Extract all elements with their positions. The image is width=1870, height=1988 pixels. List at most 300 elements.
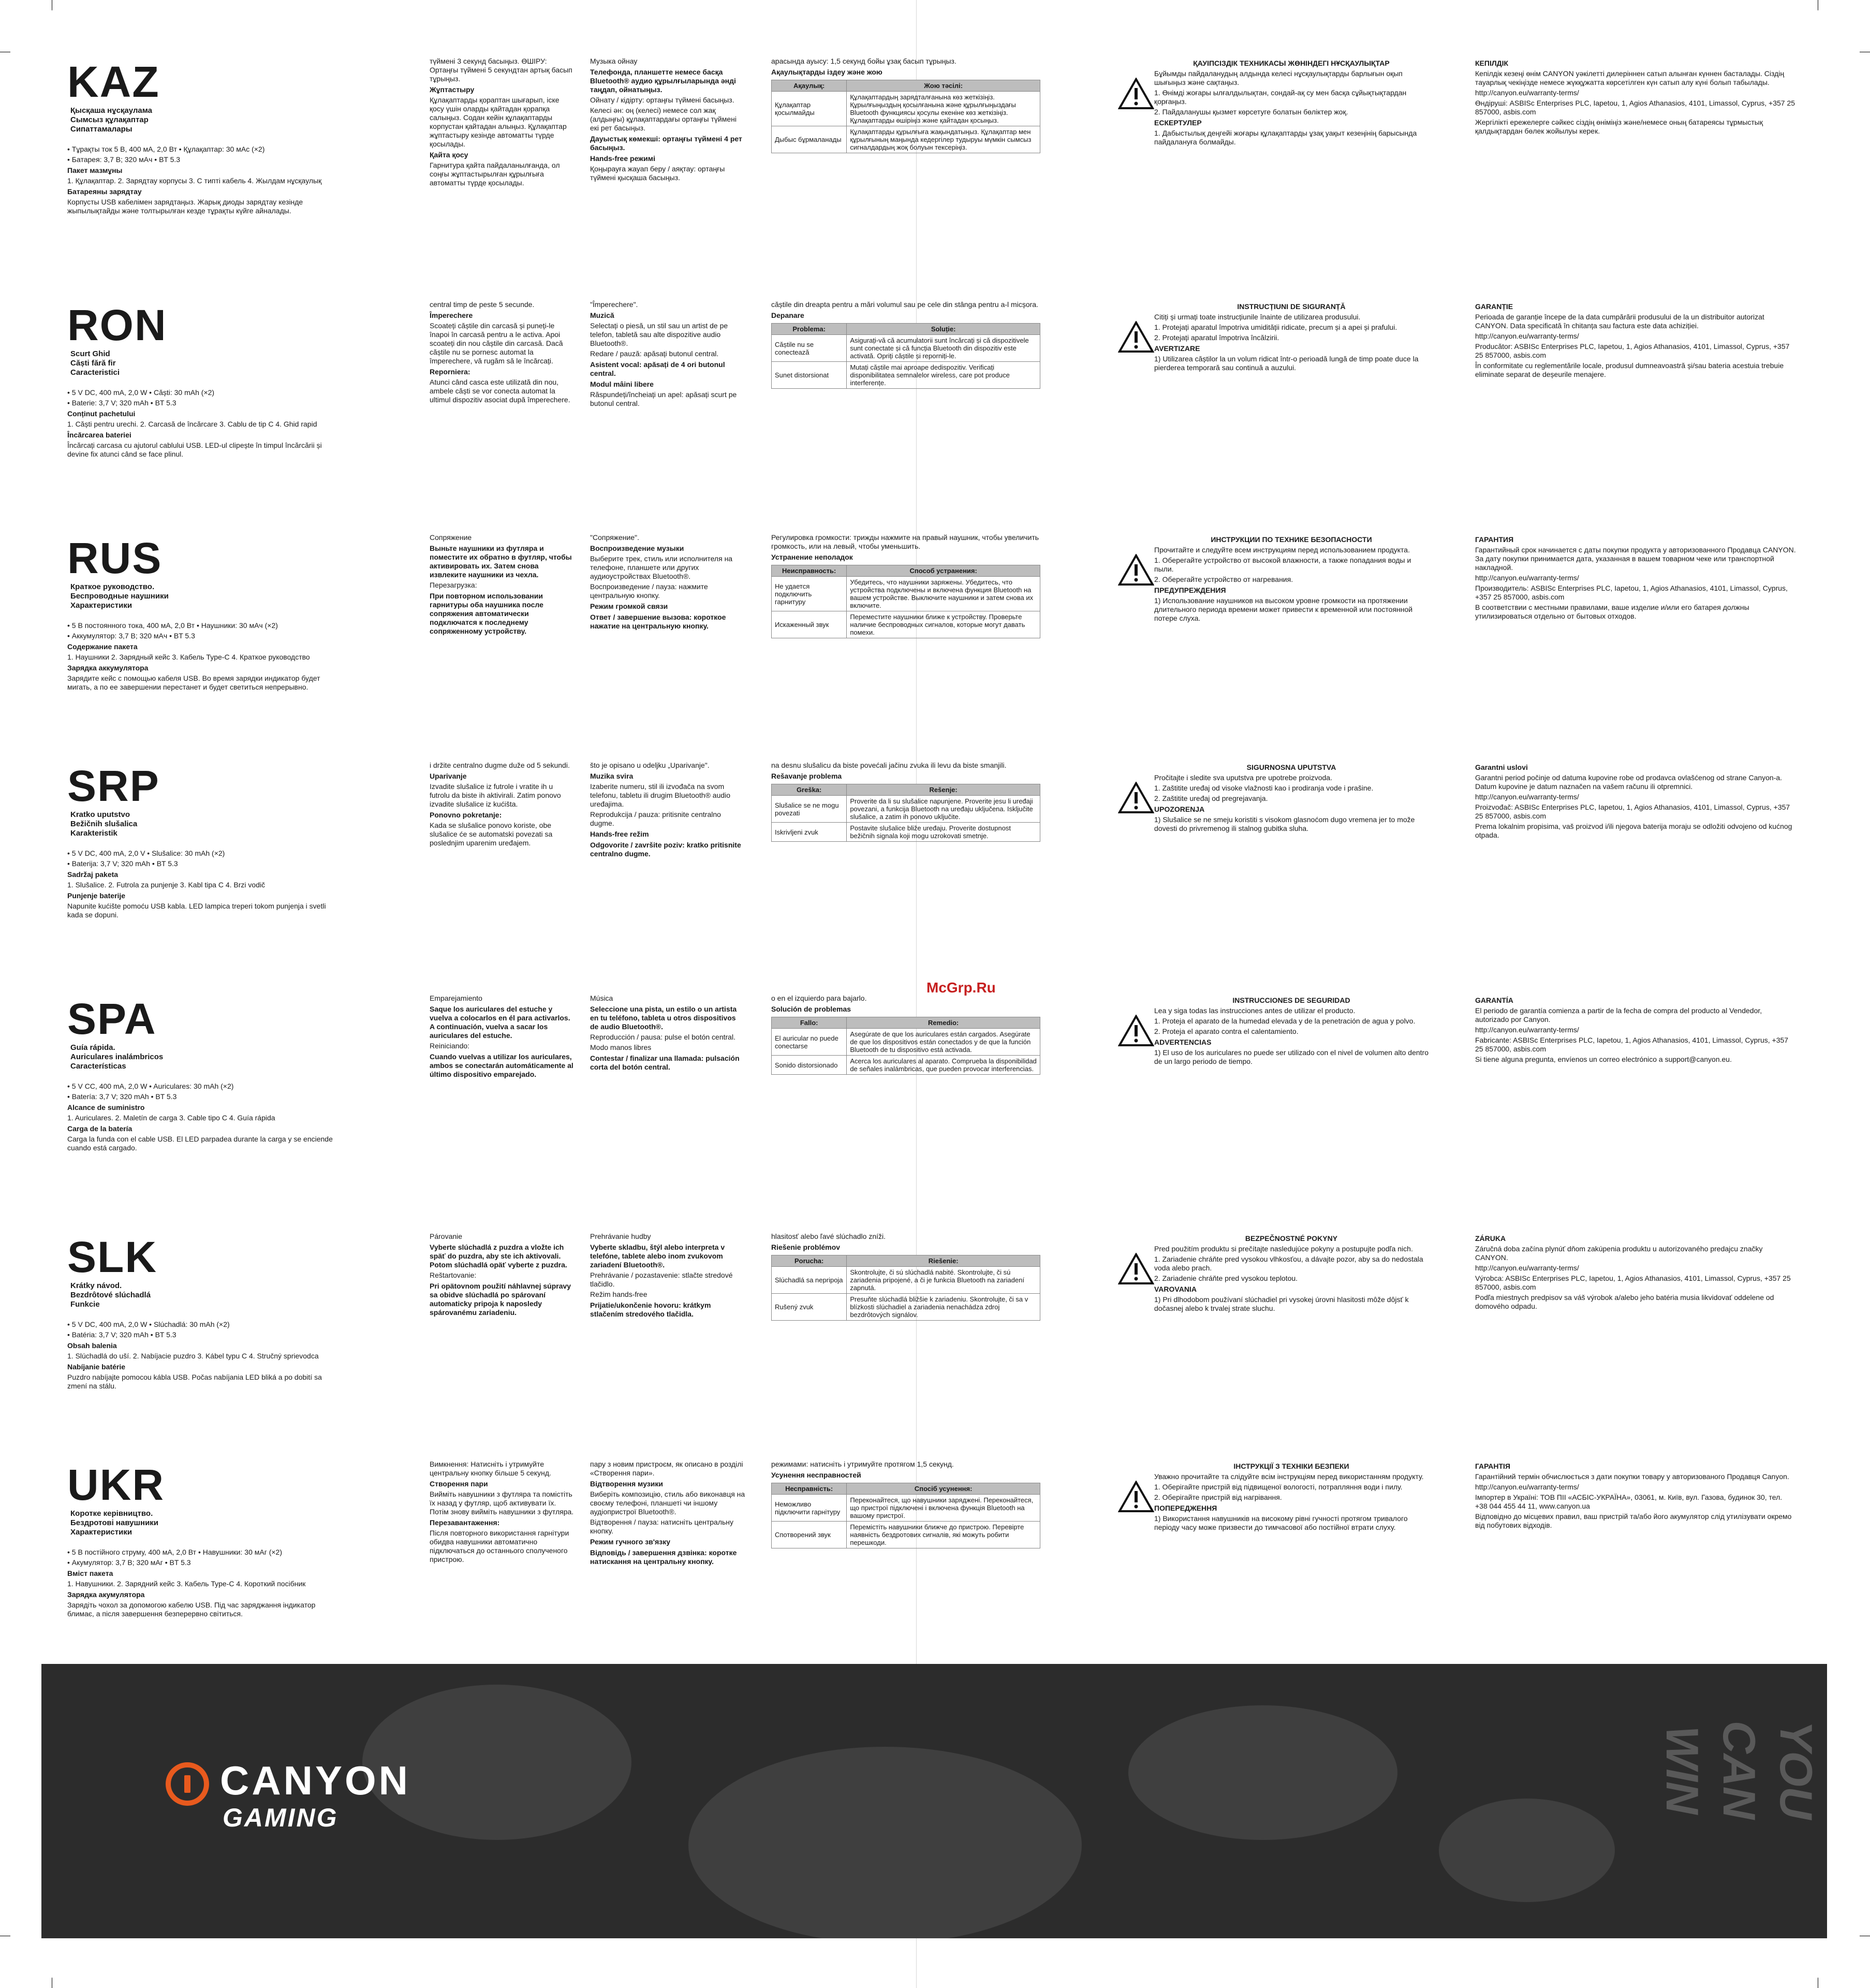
text-line: Citiți și urmați toate instrucțiunile înainte de utilizarea produsului. [1154, 313, 1361, 321]
band-subtitle [70, 1043, 215, 1071]
text-line: 1. Slúchadlá do uší. 2. Nabíjacie puzdro 3. Kábel typu C 4. Stručný sprievodca [67, 1352, 319, 1360]
text-line: Výrobca: ASBISc Enterprises PLC, Iapetou, 1, Agios Athanasios, 4101, Limassol, Cyprus, +357 25 857000, asbis.com [1475, 1274, 1791, 1291]
text-line: Rešavanje problema [771, 772, 842, 780]
text-line: Hands-free режимі [590, 154, 655, 163]
text-line: Выберите трек, стиль или исполнителя на телефоне, планшете или других аудиоустройствах Bluetooth®. [590, 554, 733, 580]
text-column-4 [771, 761, 1040, 989]
text-line: Saque los auriculares del estuche y vuelva a colocarlos en él para activarlos. A continuación, vuelva a sacar los auriculares del estuche. [430, 1005, 570, 1040]
text-line: 2. Zaštitite uređaj od pregrejavanja. [1154, 794, 1268, 802]
table-cell-problem: Sunet distorsionat [772, 362, 847, 389]
text-line: GARANTÍA [1475, 996, 1513, 1004]
table-row [772, 611, 1040, 638]
table-cell-problem: Неможливо підключити гарнітуру [772, 1495, 847, 1522]
text-column-2 [430, 761, 575, 989]
text-line: Уважно прочитайте та слідуйте всім інструкціям перед використанням продукту. [1154, 1472, 1424, 1481]
text-line: Záručná doba začína plynúť dňom zakúpenia produktu u autorizovaného predajcu značky CANYON. [1475, 1245, 1763, 1262]
table-cell-problem: Не удается подключить гарнитуру [772, 577, 847, 611]
text-line: Prehrávanie / pozastavenie: stlačte stredové tlačidlo. [590, 1271, 733, 1288]
table-header-problem: Porucha: [772, 1255, 847, 1267]
text-line: Відтворення музики [590, 1480, 663, 1488]
text-line: Hands-free režim [590, 830, 649, 838]
text-line: Atunci când casca este utilizată din nou, ambele căști se vor conecta automat la ultimul dispozitiv asociat după împerechere. [430, 378, 570, 404]
language-band-spa [67, 994, 1801, 1222]
table-header-problem: Ақаулық: [772, 80, 847, 92]
text-column-2 [430, 533, 575, 761]
table-row [772, 335, 1040, 362]
table-cell-solution: Acerca los auriculares al aparato. Comprueba la disponibilidad de señales inalámbricas, que pueden provocar interferencias. [847, 1056, 1040, 1075]
text-line: • 5 V DC, 400 mA, 2,0 V • Slušalice: 30 mAh (×2) [67, 849, 225, 857]
text-column-4 [771, 300, 1040, 528]
text-line: Сопряжение [430, 533, 472, 542]
language-band-srp [67, 761, 1801, 989]
text-line: Телефонда, планшетте немесе басқа Bluetooth® аудио құрылғыларында әнді таңдап, ойнатыңыз. [590, 68, 736, 94]
text-line: 2. Proteja el aparato contra el calentamiento. [1154, 1027, 1299, 1035]
text-line: INSTRUCȚIUNI DE SIGURANȚĂ [1237, 302, 1346, 311]
subtitle-line: Беспроводные наушники [70, 592, 169, 601]
subtitle-line: Krátky návod. [70, 1281, 122, 1290]
text-line: Імпортер в Україні: ТОВ ПІІ «АСБІС-УКРАЇНА», 03061, м. Київ, вул. Газова, будинок 30, тел. +38 044 455 44 11, www.canyon.ua [1475, 1493, 1783, 1510]
text-line: Воспроизведение музыки [590, 544, 684, 552]
text-line: Құлақаптарды қораптан шығарып, іске қосу үшін оларды қайтадан қорапқа салыңыз. Содан кейін құлақаптарды корпустан қайтадан алыңыз. Құлақаптар жұптастыру кезінде автоматты түрде қосылады. [430, 96, 567, 148]
text-line: • Baterie: 3,7 V; 320 mAh • BT 5.3 [67, 399, 176, 407]
table-header [772, 1017, 1040, 1029]
text-column-4 [771, 1232, 1040, 1460]
warning-icon [1118, 1253, 1154, 1285]
text-line: Muzică [590, 311, 614, 319]
table-header-solution: Riešenie: [847, 1255, 1040, 1267]
text-line: Carga de la batería [67, 1124, 132, 1133]
table-header-solution: Спосіб усунення: [847, 1483, 1040, 1495]
text-line: Гарнитура қайта пайдаланылғанда, ол соңғы жұптастырылған құрылғыға автоматты түрде қосылады. [430, 161, 560, 187]
text-line: Ойнату / кідірту: ортаңғы түймені басыңыз. [590, 96, 734, 104]
table-row [772, 1029, 1040, 1056]
text-column-6 [1475, 57, 1796, 285]
subtitle-line: Краткое руководство. [70, 582, 155, 591]
subtitle-line: Бездротові навушники [70, 1518, 159, 1527]
text-line: Келесі ән: оң (келесі) немесе сол жақ (алдыңғы) құлақаптардағы ортаңғы түймені екі рет басыңыз. [590, 106, 737, 132]
table-cell-solution: Asigurați-vă că acumulatorii sunt încărcați și că dispozitivele sunt conectate și că funcția Bluetooth din dispozitiv este activată. Opriți căștile și reporniți-le. [847, 335, 1040, 362]
text-line: Відтворення / пауза: натисніть центральну кнопку. [590, 1518, 734, 1535]
table-cell-solution: Убедитесь, что наушники заряжены. Убедитесь, что устройства подключены и включена функция Bluetooth на вашем устройстве. Выключите наушники и затем снова их включите. [847, 577, 1040, 611]
text-column-1 [67, 849, 336, 989]
text-line: Încărcați carcasa cu ajutorul cablului USB. LED-ul clipește în timpul încărcării și devine fix atunci când se face plinul. [67, 441, 322, 458]
text-column-3 [590, 761, 745, 989]
text-column-1 [67, 1082, 336, 1222]
subtitle-line: Қысқаша нұсқаулама [70, 106, 153, 115]
text-line: ГАРАНТІЯ [1475, 1462, 1510, 1470]
text-line: • Аккумулятор: 3,7 В; 320 мАч • BT 5.3 [67, 632, 195, 640]
table-row [772, 796, 1040, 823]
table-cell-solution: Mutați căștile mai aproape dedispozitiv. Verificați disponibilitatea semnalelor wireless, care pot produce interferențe. [847, 362, 1040, 389]
text-line: КЕПІЛДІК [1475, 59, 1509, 67]
text-column-5 [1108, 300, 1429, 528]
text-line: Гарантійний термін обчислюється з дати покупки товару у авторизованого Продавця Canyon. [1475, 1472, 1789, 1481]
table-header-solution: Rešenje: [847, 784, 1040, 796]
paint-splash [1128, 1705, 1397, 1840]
text-column-3 [590, 994, 745, 1222]
watermark: McGrp.Ru [926, 980, 996, 996]
table-header [772, 1255, 1040, 1267]
text-line: 1. Zaštitite uređaj od visoke vlažnosti kao i prodiranja vode i prašine. [1154, 784, 1374, 792]
text-line: • 5 V CC, 400 mA, 2,0 W • Auriculares: 30 mAh (×2) [67, 1082, 234, 1090]
text-column-6 [1475, 300, 1796, 528]
text-line: Производитель: ASBISc Enterprises PLC, Iapetou, 1, Agios Athanasios, 4101, Limassol, Cyprus, +357 25 857000, asbis.com [1475, 584, 1788, 601]
text-line: Párovanie [430, 1232, 463, 1240]
language-code: SRP [67, 762, 160, 810]
text-line: 1. Auriculares. 2. Maletín de carga 3. Cable tipo C 4. Guía rápida [67, 1114, 275, 1122]
text-line: http://canyon.eu/warranty-terms/ [1475, 574, 1579, 582]
text-line: Lea y siga todas las instrucciones antes de utilizar el producto. [1154, 1006, 1356, 1015]
text-line: http://canyon.eu/warranty-terms/ [1475, 1264, 1579, 1272]
text-line: 2. Zariadenie chráňte pred vysokou teplotou. [1154, 1274, 1298, 1282]
text-line: арасында ауысу: 1,5 секунд бойы ұзақ басып тұрыңыз. [771, 57, 956, 65]
table-cell-problem: El auricular no puede conectarse [772, 1029, 847, 1056]
text-column-3 [590, 533, 745, 761]
text-line: 1) Використання навушників на високому рівні гучності протягом тривалого періоду часу може призвести до тимчасової або постійної втрати слуху. [1154, 1514, 1408, 1531]
text-line: Garantni period počinje od datuma kupovine robe od prodavca ovlašćenog od strane Canyon-a. Datum kupovine je datum naznačen na vašem računu ili otpremnici. [1475, 773, 1783, 791]
text-column-1 [67, 145, 336, 285]
text-line: INSTRUCCIONES DE SEGURIDAD [1232, 996, 1350, 1004]
text-line: Împerechere [430, 311, 473, 319]
text-line: hlasitosť alebo ľavé slúchadlo zníži. [771, 1232, 886, 1240]
language-band-ron [67, 300, 1801, 528]
text-line: Зарядіть чохол за допомогою кабелю USB. Під час заряджання індикатор блимає, а після завершення безперервно світиться. [67, 1601, 316, 1618]
table-row [772, 1522, 1040, 1548]
language-code: RON [67, 301, 167, 349]
text-line: Регулировка громкости: трижды нажмите на правый наушник, чтобы увеличить громкость, или на левый, чтобы уменьшить. [771, 533, 1039, 550]
text-line: căștile din dreapta pentru a mări volumul sau pe cele din stânga pentru a-l micșora. [771, 300, 1038, 309]
text-column-5 [1108, 57, 1429, 285]
text-line: 2. Оберігайте пристрій від нагрівання. [1154, 1493, 1282, 1501]
warning-icon [1118, 78, 1154, 110]
text-line: 1. Оберігайте пристрій від підвищеної вологості, потрапляння води і пилу. [1154, 1483, 1403, 1491]
text-column-1 [67, 1320, 336, 1460]
table-cell-solution: Құлақаптардың зарядталғанына көз жеткізіңіз. Құрылғыңыздың қосылғанына және құрылғыңыздағы Bluetooth функциясы қосулы екеніне көз жеткізіңіз. Құлақаптарды өшіріңіз және қайтадан қосыңыз. [847, 92, 1040, 126]
text-line: 1. Наушники 2. Зарядный кейс 3. Кабель Type-C 4. Краткое руководство [67, 653, 310, 661]
text-line: o en el izquierdo para bajarlo. [771, 994, 867, 1002]
text-line: http://canyon.eu/warranty-terms/ [1475, 332, 1579, 340]
text-line: ЕСКЕРТУЛЕР [1154, 119, 1202, 127]
text-line: 1) Slušalice se ne smeju koristiti s visokom glasnoćom dugo vremena jer to može dovesti do privremenog ili stalnog gubitka sluha. [1154, 815, 1415, 832]
text-line: Garantni uslovi [1475, 763, 1528, 771]
brand-footer [41, 1664, 1827, 1938]
language-band-slk [67, 1232, 1801, 1460]
table-row [772, 1294, 1040, 1321]
text-line: Conținut pachetului [67, 410, 136, 418]
table-header-problem: Greška: [772, 784, 847, 796]
text-line: 1. Slušalice. 2. Futrola za punjenje 3. Kabl tipa C 4. Brzi vodič [67, 881, 266, 889]
text-line: Izaberite numeru, stil ili izvođača na svom telefonu, tabletu ili drugim Bluetooth® audio uređajima. [590, 782, 731, 808]
text-line: Obsah balenia [67, 1341, 117, 1350]
subtitle-line: Bezdrôtové slúchadlá [70, 1291, 151, 1299]
text-line: 1. Дабыстылық деңгейі жоғары құлақаптарды ұзақ уақыт кезеңінің барысында пайдалануға болмайды. [1154, 129, 1417, 146]
table-header-solution: Жою тәсілі: [847, 80, 1040, 92]
text-line: Відповідь / завершення дзвінка: коротке натискання на центральну кнопку. [590, 1548, 737, 1566]
text-line: Вийміть навушники з футляра та помістіть їх назад у футляр, щоб активувати їх. Потім знову вийміть навушники з футляра. [430, 1490, 574, 1516]
text-line: Режим громкой связи [590, 602, 668, 610]
text-line: Modo manos libres [590, 1043, 652, 1051]
table-cell-problem: Slušalice se ne mogu povezati [772, 796, 847, 823]
text-line: Režim hands-free [590, 1290, 647, 1298]
band-subtitle [70, 349, 215, 377]
text-line: Ponovno pokretanje: [430, 811, 502, 819]
table-cell-solution: Skontrolujte, či sú slúchadlá nabité. Skontrolujte, či sú zariadenia pripojené, a či je funkcia Bluetooth na zariadení zapnutá. [847, 1267, 1040, 1294]
text-line: Режим гучного зв'язку [590, 1538, 671, 1546]
text-line: 1. Zariadenie chráňte pred vysokou vlhkosťou, a dávajte pozor, aby sa do nedostala voda alebo prach. [1154, 1255, 1423, 1272]
text-line: пару з новим пристроєм, як описано в розділі «Створення пари». [590, 1460, 743, 1477]
table-cell-solution: Переместите наушники ближе к устройству. Проверьте наличие беспроводных сигналов, которые могут давать помехи. [847, 611, 1040, 638]
text-line: Жұптастыру [430, 85, 475, 94]
text-line: 2. Protejați aparatul împotriva încălzirii. [1154, 333, 1279, 342]
text-column-6 [1475, 761, 1796, 989]
text-line: Producător: ASBISc Enterprises PLC, Iapetou, 1, Agios Athanasios, 4101, Limassol, Cyprus, +357 25 857000, asbis.com [1475, 342, 1790, 359]
table-row [772, 126, 1040, 153]
text-line: Відповідно до місцевих правил, ваш пристрій та/або його акумулятор слід утилізувати окремо від побутових відходів. [1475, 1512, 1792, 1529]
text-line: 1. Өнімді жоғары ылғалдылықтан, сондай-ақ су мен басқа сұйықтықтардан қорғаңыз. [1154, 89, 1407, 106]
text-line: Kada se slušalice ponovo koriste, obe slušalice će se automatski povezati sa poslednjim uparenim uređajem. [430, 821, 553, 847]
subtitle-line: Коротке керівництво. [70, 1509, 153, 1518]
table-cell-solution: Postavite slušalice bliže uređaju. Proverite dostupnost bežičnih signala koji mogu uzrokovati smetnje. [847, 823, 1040, 842]
text-line: 2. Оберегайте устройство от нагревания. [1154, 575, 1293, 583]
text-line: Зарядка акумулятора [67, 1590, 145, 1599]
table-cell-problem: Rušený zvuk [772, 1294, 847, 1321]
text-line: Reporniera: [430, 368, 470, 376]
text-line: što je opisano u odeljku „Uparivanje". [590, 761, 710, 769]
text-line: Prema lokalnim propisima, vaš proizvod i/ili njegova baterija moraju se odložiti odvojeno od kućnog otpada. [1475, 822, 1792, 839]
table-cell-problem: Căștile nu se conectează [772, 335, 847, 362]
text-line: Вміст пакета [67, 1569, 113, 1577]
troubleshooting-table [771, 1483, 1040, 1548]
text-line: Виберіть композицію, стиль або виконавця на своєму телефоні, планшеті чи іншому аудіопристрої Bluetooth®. [590, 1490, 745, 1516]
text-column-5 [1108, 994, 1429, 1222]
text-line: Punjenje baterije [67, 891, 126, 900]
table-cell-problem: Iskrivljeni zvuk [772, 823, 847, 842]
language-band-ukr [67, 1460, 1801, 1688]
table-header-solution: Remedio: [847, 1017, 1040, 1029]
table-header-problem: Несправність: [772, 1483, 847, 1495]
band-subtitle [70, 1281, 215, 1309]
text-line: Pred použitím produktu si prečítajte nasledujúce pokyny a postupujte podľa nich. [1154, 1245, 1413, 1253]
text-line: режимами: натисніть і утримуйте протягом 1,5 секунд. [771, 1460, 954, 1468]
table-cell-problem: Искаженный звук [772, 611, 847, 638]
text-line: i držite centralno dugme duže od 5 sekundi. [430, 761, 570, 769]
text-line: Бұйымды пайдаланудың алдында келесі нұсқаулықтарды барлығын оқып шығыңыз және сақтаңыз. [1154, 69, 1403, 86]
language-band-rus [67, 533, 1801, 761]
text-line: Reštartovanie: [430, 1271, 477, 1279]
text-line: • Baterija: 3,7 V; 320 mAh • BT 5.3 [67, 859, 178, 868]
text-line: Жергілікті ережелерге сәйкес сіздің өніміңіз және/немесе оның батареясы тұрмыстық қалдықтардан бөлек жойылуы керек. [1475, 118, 1763, 135]
text-line: Sadržaj paketa [67, 870, 119, 879]
text-column-5 [1108, 1460, 1429, 1688]
text-line: Після повторного використання гарнітури обидва навушники автоматично підключаться до останнього сполученого пристрою. [430, 1529, 569, 1563]
text-line: 2. Пайдаланушы қызмет көрсетуге болатын бөліктер жоқ. [1154, 108, 1348, 116]
table-cell-problem: Slúchadlá sa nepripoja [772, 1267, 847, 1294]
text-column-1 [67, 621, 336, 761]
table-cell-solution: Asegúrate de que los auriculares están cargados. Asegúrate de que los dispositivos están conectados y de que la función Bluetooth de tu dispositivo está activada. [847, 1029, 1040, 1056]
text-line: Пакет мазмұны [67, 166, 123, 174]
text-line: 1. Құлақаптар. 2. Зарядтау корпусы 3. C типті кабель 4. Жылдам нұсқаулық [67, 177, 322, 185]
text-line: Seleccione una pista, un estilo o un artista en tu teléfono, tableta u otros dispositivos de audio Bluetooth®. [590, 1005, 737, 1031]
text-line: Өндіруші: ASBISc Enterprises PLC, Iapetou, 1, Agios Athanasios, 4101, Limassol, Cyprus, +357 25 857000, asbis.com [1475, 99, 1795, 116]
table-row [772, 1056, 1040, 1075]
text-line: Cuando vuelvas a utilizar los auriculares, ambos se conectarán automáticamente al último dispositivo emparejado. [430, 1053, 573, 1078]
table-cell-solution: Құлақаптарды құрылғыға жақындатыңыз. Құлақаптар мен құрылғының маңында кедергілер тудыруы мүмкін сымсыз сигналдардың жоқ болуын тексеріңіз. [847, 126, 1040, 153]
subtitle-line: Характеристики [70, 601, 132, 610]
brand-name: CANYON [220, 1758, 411, 1803]
text-line: Alcance de suministro [67, 1103, 145, 1112]
text-line: Puzdro nabíjajte pomocou kábla USB. Počas nabíjania LED bliká a po dobití sa zmení na stálu. [67, 1373, 322, 1390]
text-line: ІНСТРУКЦІЇ З ТЕХНІКИ БЕЗПЕКИ [1233, 1462, 1349, 1470]
text-line: VAROVANIA [1154, 1285, 1197, 1293]
text-line: • Акумулятор: 3,7 В; 320 мАг • BT 5.3 [67, 1558, 191, 1567]
text-line: Nabíjanie batérie [67, 1363, 126, 1371]
subtitle-line: Характеристики [70, 1528, 132, 1537]
text-column-6 [1475, 994, 1796, 1222]
text-line: түймені 3 секунд басыңыз. ӨШІРУ: Ортаңғы түймені 5 секундтан артық басып тұрыңыз. [430, 57, 572, 83]
language-code: UKR [67, 1460, 165, 1509]
table-row [772, 577, 1040, 611]
table-cell-solution: Presuňte slúchadlá bližšie k zariadeniu. Skontrolujte, či sa v blízkosti slúchadiel a zariadenia nenachádza zdroj bezdrôtových signálov. [847, 1294, 1040, 1321]
table-header [772, 80, 1040, 92]
text-line: Muzika svira [590, 772, 634, 780]
text-line: ADVERTENCIAS [1154, 1038, 1212, 1046]
language-band-kaz [67, 57, 1801, 285]
text-line: 1) Utilizarea căștilor la un volum ridicat într-o perioadă lungă de timp poate duce la pierderea temporară sau continuă a auzului. [1154, 355, 1419, 372]
text-line: http://canyon.eu/warranty-terms/ [1475, 1483, 1579, 1491]
text-column-6 [1475, 1460, 1796, 1688]
text-line: Uparivanje [430, 772, 467, 780]
language-code: SPA [67, 995, 157, 1043]
subtitle-line: Guía rápida. [70, 1043, 115, 1052]
text-line: Содержание пакета [67, 642, 138, 651]
table-header [772, 1483, 1040, 1495]
language-code: KAZ [67, 57, 160, 106]
paint-splash [688, 1747, 1082, 1938]
band-subtitle [70, 1509, 215, 1537]
text-column-2 [430, 1232, 575, 1460]
subtitle-line: Сымсыз құлақаптар [70, 115, 149, 124]
text-line: Fabricante: ASBISc Enterprises PLC, Iapetou, 1, Agios Athanasios, 4101, Limassol, Cyprus, +357 25 857000, asbis.com [1475, 1036, 1789, 1053]
text-line: BEZPEČNOSTNÉ POKYNY [1245, 1234, 1338, 1242]
text-line: Pri opätovnom použití náhlavnej súpravy sa obidve slúchadlá po spárovaní automaticky pripoja k naposledy spárovanému zariadeniu. [430, 1282, 571, 1317]
text-line: Asistent vocal: apăsați de 4 ori butonul central. [590, 360, 725, 377]
warning-icon [1118, 1015, 1154, 1047]
text-column-6 [1475, 1232, 1796, 1460]
subtitle-line: Características [70, 1062, 126, 1071]
text-line: 1) Использование наушников на высоком уровне громкости на протяжении длительного периода времени может привести к временной или постоянной потере слуха. [1154, 596, 1413, 622]
text-line: ҚАУІПСІЗДІК ТЕХНИКАСЫ ЖӨНІНДЕГІ НҰСҚАУЛЫҚТАР [1193, 59, 1390, 67]
text-line: В соответствии с местными правилами, ваше изделие и/или его батарея должны утилизироваться отдельно от бытовых отходов. [1475, 603, 1749, 620]
text-column-6 [1475, 533, 1796, 761]
text-line: Vyberte skladbu, štýl alebo interpreta v telefóne, tablete alebo inom zvukovom zariadení Bluetooth®. [590, 1243, 725, 1269]
text-line: Вимкнення: Натисніть і утримуйте центральну кнопку більше 5 секунд. [430, 1460, 551, 1477]
text-column-4 [771, 994, 1040, 1222]
text-column-2 [430, 300, 575, 528]
subtitle-line: Karakteristik [70, 829, 117, 838]
text-line: Pročitajte i sledite sva uputstva pre upotrebe proizvoda. [1154, 773, 1332, 782]
text-line: UPOZORENJA [1154, 805, 1205, 813]
table-row [772, 92, 1040, 126]
troubleshooting-table [771, 1017, 1040, 1075]
text-line: Reiniciando: [430, 1042, 470, 1050]
language-code: RUS [67, 534, 163, 582]
table-row [772, 1495, 1040, 1522]
table-header-problem: Problema: [772, 324, 847, 335]
text-line: Selectați o piesă, un stil sau un artist de pe telefon, tabletă sau alte dispozitive audio Bluetooth®. [590, 321, 728, 347]
text-line: Emparejamiento [430, 994, 482, 1002]
text-line: Перезавантаження: [430, 1518, 500, 1527]
subtitle-line: Căști fără fir [70, 359, 116, 368]
warning-icon [1118, 782, 1154, 814]
text-line: Қайта қосу [430, 151, 468, 159]
subtitle-line: Kratko uputstvo [70, 810, 130, 819]
text-line: • Batéria: 3,7 V; 320 mAh • BT 5.3 [67, 1331, 176, 1339]
text-line: Воспроизведение / пауза: нажмите центральную кнопку. [590, 582, 708, 600]
table-header [772, 324, 1040, 335]
table-cell-problem: Құлақаптар қосылмайды [772, 92, 847, 126]
subtitle-line: Auriculares inalámbricos [70, 1053, 164, 1061]
text-line: Vyberte slúchadlá z puzdra a vložte ich späť do puzdra, aby ste ich aktivovali. Potom slúchadlá opäť vyberte z puzdra. [430, 1243, 567, 1269]
table-header-solution: Soluție: [847, 324, 1040, 335]
text-line: na desnu slušalicu da biste povećali jačinu zvuka ili levu da biste smanjili. [771, 761, 1007, 769]
table-header-problem: Неисправность: [772, 565, 847, 577]
text-line: ПОПЕРЕДЖЕННЯ [1154, 1504, 1217, 1512]
subtitle-line: Caracteristici [70, 368, 120, 377]
text-line: 1) Pri dlhodobom používaní slúchadiel pri vysokej úrovni hlasitosti môže dôjsť k dočasnej alebo k trvalej strate sluchu. [1154, 1295, 1409, 1312]
text-line: Батареяны зарядтау [67, 187, 142, 196]
brand-slogan: YOU CAN WIN [1657, 1720, 1822, 1820]
text-line: Reprodukcija / pauza: pritisnite centralno dugme. [590, 810, 721, 827]
text-line: При повторном использовании гарнитуры оба наушника после сопряжения автоматически подключатся к последнему сопряженному устройству. [430, 592, 543, 635]
table-cell-solution: Proverite da li su slušalice napunjene. Proverite jesu li uređaji povezani, a funkcija Bluetooth na uređaju uključena. Isključite slušalice, a zatim ih ponovo uključite. [847, 796, 1040, 823]
canyon-logo-mark [184, 1775, 190, 1793]
band-subtitle [70, 810, 215, 838]
text-column-3 [590, 300, 745, 528]
table-cell-problem: Дыбыс бұрмаланады [772, 126, 847, 153]
text-line: Scoateți căștile din carcasă și puneți-le înapoi în carcasă pentru a le activa. Apoi scoateți din nou căștile din carcasă. Dacă căștile nu se pornesc automat la împerechere, vă rugăm să le încărcați. [430, 321, 563, 365]
text-line: El periodo de garantía comienza a partir de la fecha de compra del producto al Vendedor, autorizado por Canyon. [1475, 1006, 1762, 1024]
text-line: http://canyon.eu/warranty-terms/ [1475, 793, 1579, 801]
troubleshooting-table [771, 784, 1040, 842]
warning-icon [1118, 1481, 1154, 1513]
text-column-5 [1108, 1232, 1429, 1460]
subtitle-line: Bežičnih slušalica [70, 820, 138, 828]
band-subtitle [70, 106, 215, 134]
text-line: Solución de problemas [771, 1005, 851, 1013]
table-cell-solution: Переконайтеся, що навушники заряджені. Переконайтеся, що пристрої підключені і включена функція Bluetooth на вашому пристрої. [847, 1495, 1040, 1522]
text-column-3 [590, 57, 745, 285]
text-line: GARANȚIE [1475, 302, 1513, 311]
table-header-solution: Способ устранения: [847, 565, 1040, 577]
text-line: • Тұрақты ток 5 В, 400 мА, 2,0 Вт • Құлақаптар: 30 мАс (×2) [67, 145, 265, 153]
text-line: central timp de peste 5 secunde. [430, 300, 535, 309]
text-line: Música [590, 994, 613, 1002]
text-line: Redare / pauză: apăsați butonul central. [590, 349, 719, 358]
brand-sub: GAMING [223, 1803, 338, 1832]
text-line: Carga la funda con el cable USB. El LED parpadea durante la carga y se enciende cuando está cargado. [67, 1135, 333, 1152]
text-line: Музыка ойнау [590, 57, 638, 65]
text-line: ZÁRUKA [1475, 1234, 1506, 1242]
text-line: ИНСТРУКЦИИ ПО ТЕХНИКЕ БЕЗОПАСНОСТИ [1211, 535, 1372, 544]
text-line: Contestar / finalizar una llamada: pulsación corta del botón central. [590, 1054, 740, 1071]
text-column-4 [771, 533, 1040, 761]
text-line: Қоңырауға жауап беру / аяқтау: ортаңғы түймені қысқаша басыңыз. [590, 165, 725, 182]
text-column-3 [590, 1460, 745, 1688]
text-line: Depanare [771, 311, 804, 319]
text-line: ГАРАНТИЯ [1475, 535, 1514, 544]
text-column-1 [67, 388, 336, 528]
text-column-2 [430, 1460, 575, 1688]
